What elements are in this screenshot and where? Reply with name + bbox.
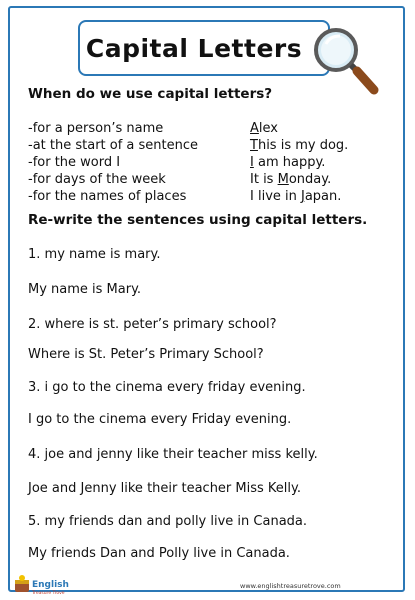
exercise-answer: I go to the cinema every Friday evening. [28,412,292,427]
rewrite-heading: Re-write the sentences using capital letters. [28,212,368,228]
exercise-answer: My friends Dan and Polly live in Canada. [28,546,290,561]
exercise-answer: My name is Mary. [28,282,142,297]
rule-text: -for the word I [28,155,121,170]
rule-row [28,137,348,154]
treasure-logo-icon [14,574,84,596]
title-box [78,20,330,76]
rule-row [28,171,348,188]
rule-text: -at the start of a sentence [28,138,199,153]
rule-example: I am happy. [250,155,326,170]
rule-row [28,188,348,205]
rule-text: -for a person’s name [28,121,164,136]
svg-text:English: English [32,580,69,590]
exercise-answer: Joe and Jenny like their teacher Miss Kelly. [28,481,301,496]
rule-text: -for the names of places [28,189,187,204]
rule-row [28,154,348,171]
footer-url: www.englishtreasuretrove.com [240,582,341,590]
rule-text: -for days of the week [28,172,166,187]
exercise-question: 3. i go to the cinema every friday evening. [28,380,306,395]
magnifying-glass-icon [310,24,380,96]
rule-example: I live in Japan. [250,189,342,204]
rule-example: Alex [250,121,278,136]
exercise-question: 5. my friends dan and polly live in Canada. [28,514,308,529]
svg-text:Treasure Trove: Treasure Trove [32,591,65,596]
exercise-question: 4. joe and jenny like their teacher miss kelly. [28,447,318,462]
exercise-question: 1. my name is mary. [28,247,161,262]
exercise-question: 2. where is st. peter’s primary school? [28,317,277,332]
rule-example: It is Monday. [250,172,332,187]
rule-example: This is my dog. [250,138,349,153]
page-title: Capital Letters [85,33,303,63]
rules-list [28,120,348,205]
rule-row [28,120,348,137]
exercise-answer: Where is St. Peter’s Primary School? [28,347,264,362]
question-heading: When do we use capital letters? [28,86,273,102]
